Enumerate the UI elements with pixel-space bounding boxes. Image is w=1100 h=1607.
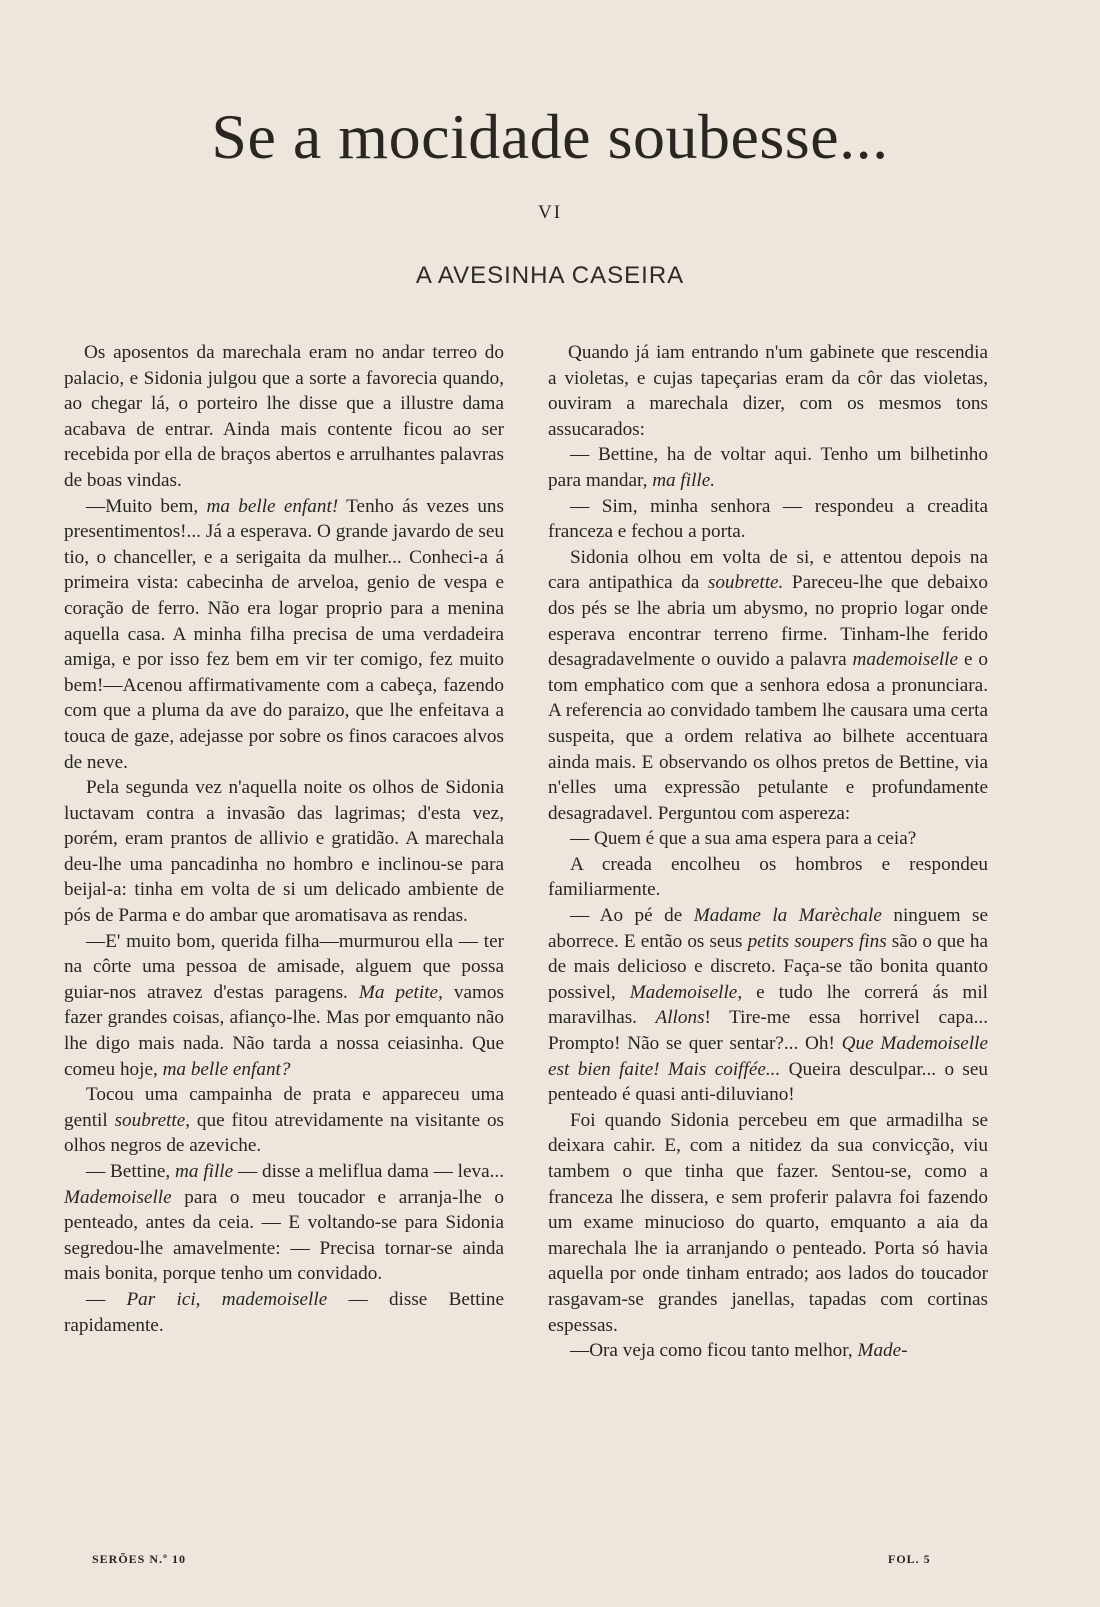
paragraph: [548, 1338, 988, 1364]
paragraph-text: Foi quando Sidonia percebeu em que armadilha se deixara cahir. E, com a nitidez da sua convicção, viu tambem o que tinha que fazer. Sentou-se, como a franceza lhe dissera, e sem proferir palavra foi fazendo um exame minucioso do quarto, emquanto a aia da marechala lhe ia arranjando o penteado. Porta só havia aquella por onde tinham entrado; aos lados do toucador rasgavam-se grandes janellas, tapadas com cortinas espessas.: [548, 1109, 988, 1336]
italic-text: soubrette: [114, 1109, 186, 1131]
paragraph: [64, 929, 504, 1083]
italic-text: Allons: [655, 1007, 705, 1029]
text-column-left: [64, 340, 504, 1338]
paragraph-text: — Bettine,: [86, 1161, 176, 1182]
paragraph-text: Queira desculpar... o seu penteado é quasi anti-diluviano!: [548, 1058, 988, 1106]
paragraph: [548, 494, 988, 545]
paragraph-text: Tocou uma campainha de prata e appareceu uma gentil: [64, 1084, 504, 1131]
italic-text: ma fille.: [652, 469, 716, 491]
page-title: Se a mocidade soubesse...: [211, 101, 889, 172]
paragraph-text: Sidonia olhou em volta de si, e attentou depois na cara antipathica da: [548, 546, 988, 594]
paragraph: [64, 775, 504, 929]
paragraph-text: —: [86, 1288, 127, 1310]
italic-text: Que Mademoiselle est bien faite! Mais coiffée...: [548, 1033, 988, 1080]
paragraph-text: — Quem é que a sua ama espera para a ceia?: [570, 828, 917, 850]
paragraph: [548, 1108, 988, 1338]
paragraph-text: Tenho ás vezes uns presentimentos!... Já a esperava. O grande javardo de seu tio, o chanceller, e a serigaita da mulher... Conheci-a á primeira vista: cabecinha de arveloa, genio de vespa e coração de ferro. Não era logar proprio para a menina aquella casa. A minha filha precisa de uma verdadeira amiga, e por isso fez bem em vir ter comigo, fez muito bem!—Acenou affirmativamente com a cabeça, fazendo com que a pluma da ave do paraizo, que lhe enfeitava a touca de gaze, adejasse por sobre os finos caracoes alvos de neve.: [64, 495, 504, 773]
paragraph-text: A creada encolheu os hombros e respondeu familiarmente.: [548, 853, 988, 901]
paragraph-text: — Ao pé de: [570, 905, 694, 927]
italic-text: Mademoiselle: [629, 981, 738, 1003]
paragraph-text: , e tudo lhe correrá ás mil maravilhas.: [548, 981, 988, 1029]
paragraph-text: — Bettine, ha de voltar aqui. Tenho um bilhetinho para mandar,: [548, 444, 988, 491]
paragraph-text: ! Tire-me essa horrivel capa... Prompto! Não se quer sentar?... Oh!: [548, 1007, 988, 1055]
italic-text: Par ici, mademoiselle: [126, 1288, 328, 1310]
paragraph-text: — Sim, minha senhora — respondeu a creadita franceza e fechou a porta.: [548, 495, 988, 543]
paragraph-text: — disse a meliflua dama — leva...: [233, 1161, 504, 1182]
paragraph: [548, 903, 988, 1108]
paragraph-text: , vamos fazer grandes coisas, afianço-lhe. Mas por emquanto não lhe digo mais nada. Não tarda a nossa ceiasinha. Que comeu hoje,: [64, 981, 504, 1080]
paragraph-text: —Muito bem,: [86, 495, 207, 517]
paragraph: [64, 494, 504, 776]
paragraph-text: Os aposentos da marechala eram no andar terreo do palacio, e Sidonia julgou que a sorte a favorecia quando, ao chegar lá, o porteiro lhe disse que a illustre dama acabava de entrar. Ainda mais contente ficou ao ser recebida por ella de braços abertos e arrulhantes palavras de boas vindas.: [64, 342, 504, 491]
footer-issue: SERÕES N.º 10: [92, 1552, 186, 1566]
italic-text: Made-: [857, 1340, 908, 1362]
chapter-title: A AVESINHA CASEIRA: [415, 262, 685, 289]
paragraph-text: , que fitou atrevidamente na visitante os olhos negros de azeviche.: [64, 1109, 504, 1157]
paragraph: [64, 1287, 504, 1338]
paragraph-text: —Ora veja como ficou tanto melhor,: [570, 1340, 858, 1362]
paragraph-text: para o meu toucador e arranja-lhe o penteado, antes da ceia. — E voltando-se para Sidonia segredou-lhe amavelmente: — Precisa tornar-se ainda mais bonita, porque tenho um convidado.: [64, 1186, 504, 1285]
text-column-right: [548, 340, 988, 1364]
italic-text: Mademoiselle: [64, 1186, 172, 1208]
chapter-number: VI: [537, 202, 563, 223]
paragraph-text: são o que ha de mais delicioso e discreto. Faça-se tão bonita quanto possivel,: [548, 930, 988, 1003]
italic-text: petits soupers fins: [747, 930, 887, 952]
paragraph: [64, 1082, 504, 1159]
paragraph: [64, 340, 504, 494]
footer-folio: FOL. 5: [888, 1552, 931, 1566]
paragraph: [548, 852, 988, 903]
paragraph-text: — disse Bettine rapidamente.: [64, 1288, 504, 1336]
italic-text: ma belle enfant?: [162, 1058, 291, 1080]
paragraph: [64, 1159, 504, 1287]
paragraph-text: Quando já iam entrando n'um gabinete que rescendia a violetas, e cujas tapeçarias eram da côr das violetas, ouviram a marechala dizer, com os mesmos tons assucarados:: [548, 342, 988, 440]
paragraph: [548, 442, 988, 493]
paragraph-text: ninguem se aborrece. E então os seus: [548, 905, 988, 952]
paragraph-text: Pela segunda vez n'aquella noite os olhos de Sidonia luctavam contra a invasão das lagrimas; d'esta vez, porém, eram prantos de allivio e gratidão. A marechala deu-lhe uma pancadinha no hombro e inclinou-se para beijal-a: tinha em volta de si um delicado ambiente de pós de Parma e do ambar que aromatisava as rendas.: [64, 777, 504, 927]
paragraph-text: Pareceu-lhe que debaixo dos pés se lhe abria um abysmo, no proprio logar onde esperava encontrar terreno firme. Tinham-lhe ferido desagradavelmente o ouvido a palavra: [548, 572, 988, 671]
paragraph: [548, 545, 988, 827]
italic-text: mademoiselle: [852, 649, 959, 671]
paragraph-text: e o tom emphatico com que a senhora edosa a pronunciara. A referencia ao convidado tambem lhe causara uma certa suspeita, que a ordem relativa ao bilhete accentuara ainda mais. E observando os olhos pretos de Bettine, via n'elles uma expressão petulante e profundamente desagradavel. Perguntou com aspereza:: [548, 649, 988, 824]
italic-text: soubrette.: [707, 572, 784, 594]
italic-text: Madame la Marèchale: [693, 905, 882, 927]
paragraph-text: —E' muito bom, querida filha—murmurou ella — ter na côrte uma pessoa de amisade, alguem que possa guiar-nos atravez d'estas paragens.: [64, 930, 504, 1003]
italic-text: ma belle enfant!: [206, 495, 339, 517]
paragraph: [548, 340, 988, 442]
italic-text: ma fille: [175, 1161, 234, 1182]
italic-text: Ma petite: [358, 981, 439, 1003]
paragraph: [548, 826, 988, 852]
